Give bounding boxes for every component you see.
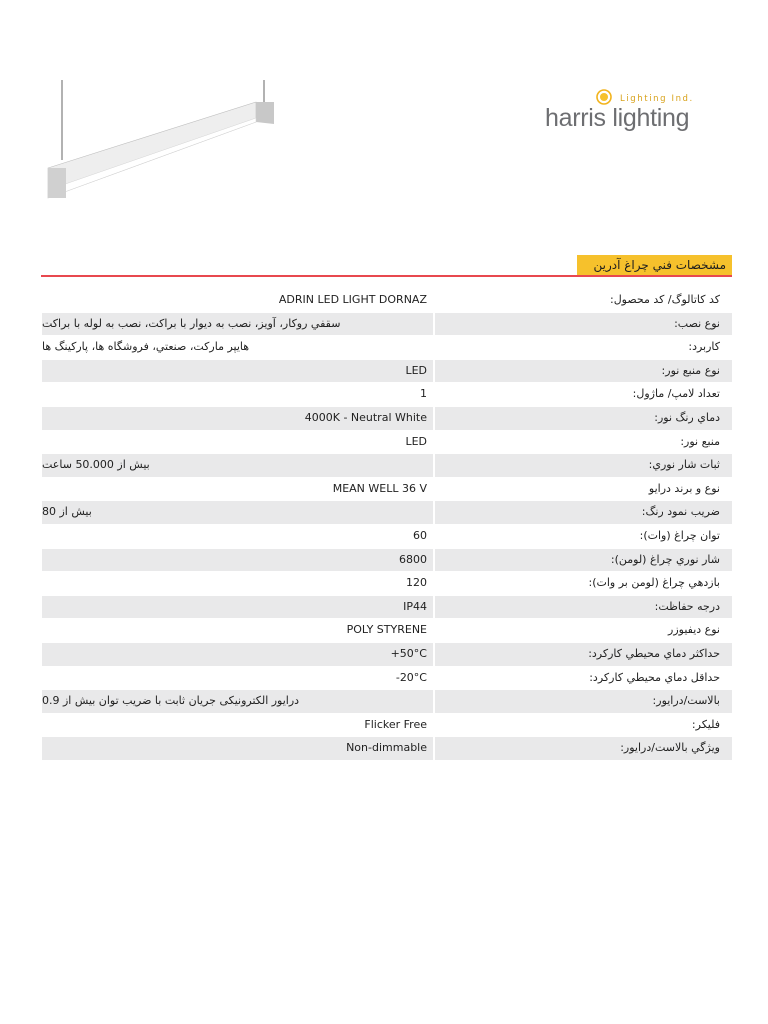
spec-row <box>42 619 732 643</box>
spec-label: فليكر: <box>435 714 732 737</box>
spec-label: منبع نور: <box>435 431 732 454</box>
spec-label: نوع نصب: <box>435 313 732 336</box>
spec-label: ضريب نمود رنگ: <box>435 501 732 524</box>
spec-value: 1 <box>42 383 433 406</box>
spec-value: LED <box>42 431 433 454</box>
spec-value: بيش از 50.000 ساعت <box>42 454 433 477</box>
spec-label: ثبات شار نوري: <box>435 454 732 477</box>
spec-label: نوع منبع نور: <box>435 360 732 383</box>
spec-row <box>42 667 732 691</box>
spec-row <box>42 572 732 596</box>
spec-row <box>42 478 732 502</box>
spec-row <box>42 407 732 431</box>
brand-name: harris lighting <box>545 104 690 132</box>
spec-row <box>42 383 732 407</box>
spec-row <box>42 596 732 620</box>
sun-icon <box>596 89 612 105</box>
section-divider <box>41 275 732 277</box>
spec-label: حداكثر دماي محيطي كاركرد: <box>435 643 732 666</box>
spec-label: بالاست/درايور: <box>435 690 732 713</box>
spec-value: POLY STYRENE <box>42 619 433 642</box>
spec-row <box>42 336 732 360</box>
spec-label: كاربرد: <box>435 336 732 359</box>
spec-label: نوع ديفيوزر <box>435 619 732 642</box>
spec-label: دماي رنگ نور: <box>435 407 732 430</box>
spec-value: Non-dimmable <box>42 737 433 760</box>
section-title: مشخصات فني چراغ آدرين <box>577 255 732 275</box>
spec-label: بازدهي چراغ (لومن بر وات): <box>435 572 732 595</box>
spec-label: نوع و برند درايو <box>435 478 732 501</box>
spec-row <box>42 549 732 573</box>
spec-value: -20°C <box>42 667 433 690</box>
spec-value: Flicker Free <box>42 714 433 737</box>
spec-label: توان چراغ (وات): <box>435 525 732 548</box>
spec-row <box>42 313 732 337</box>
spec-value: LED <box>42 360 433 383</box>
spec-row <box>42 714 732 738</box>
spec-value: ADRIN LED LIGHT DORNAZ <box>42 289 433 312</box>
spec-row <box>42 454 732 478</box>
spec-value: سقفي روكار، آويز، نصب به ديوار با براكت، نصب به لوله با براكت <box>42 313 433 336</box>
spec-label: كد كاتالوگ/ كد محصول: <box>435 289 732 312</box>
spec-value: بيش از 80 <box>42 501 433 524</box>
spec-value: 120 <box>42 572 433 595</box>
spec-value: MEAN WELL 36 V <box>42 478 433 501</box>
brand-tagline: Lighting Ind. <box>620 94 694 104</box>
spec-row <box>42 501 732 525</box>
spec-value: درایور الکترونیکی جریان ثابت با ضریب توان بیش از 0.9 <box>42 690 433 713</box>
spec-row <box>42 525 732 549</box>
spec-row <box>42 431 732 455</box>
spec-value: +50°C <box>42 643 433 666</box>
spec-row <box>42 289 732 313</box>
spec-label: تعداد لامپ/ ماژول: <box>435 383 732 406</box>
spec-table <box>42 289 732 761</box>
spec-value: IP44 <box>42 596 433 619</box>
spec-label: حداقل دماي محيطي كاركرد: <box>435 667 732 690</box>
spec-label: شار نوري چراغ (لومن): <box>435 549 732 572</box>
spec-row <box>42 690 732 714</box>
spec-value: 4000K - Neutral White <box>42 407 433 430</box>
brand-logo <box>540 86 720 146</box>
spec-label: درجه حفاظت: <box>435 596 732 619</box>
spec-value: هايپر ماركت، صنعتي، فروشگاه ها، پاركينگ ها <box>42 336 433 359</box>
spec-value: 60 <box>42 525 433 548</box>
spec-label: ويژگي بالاست/درايور: <box>435 737 732 760</box>
spec-row <box>42 360 732 384</box>
product-image <box>38 80 300 205</box>
spec-row <box>42 737 732 761</box>
spec-row <box>42 643 732 667</box>
spec-value: 6800 <box>42 549 433 572</box>
